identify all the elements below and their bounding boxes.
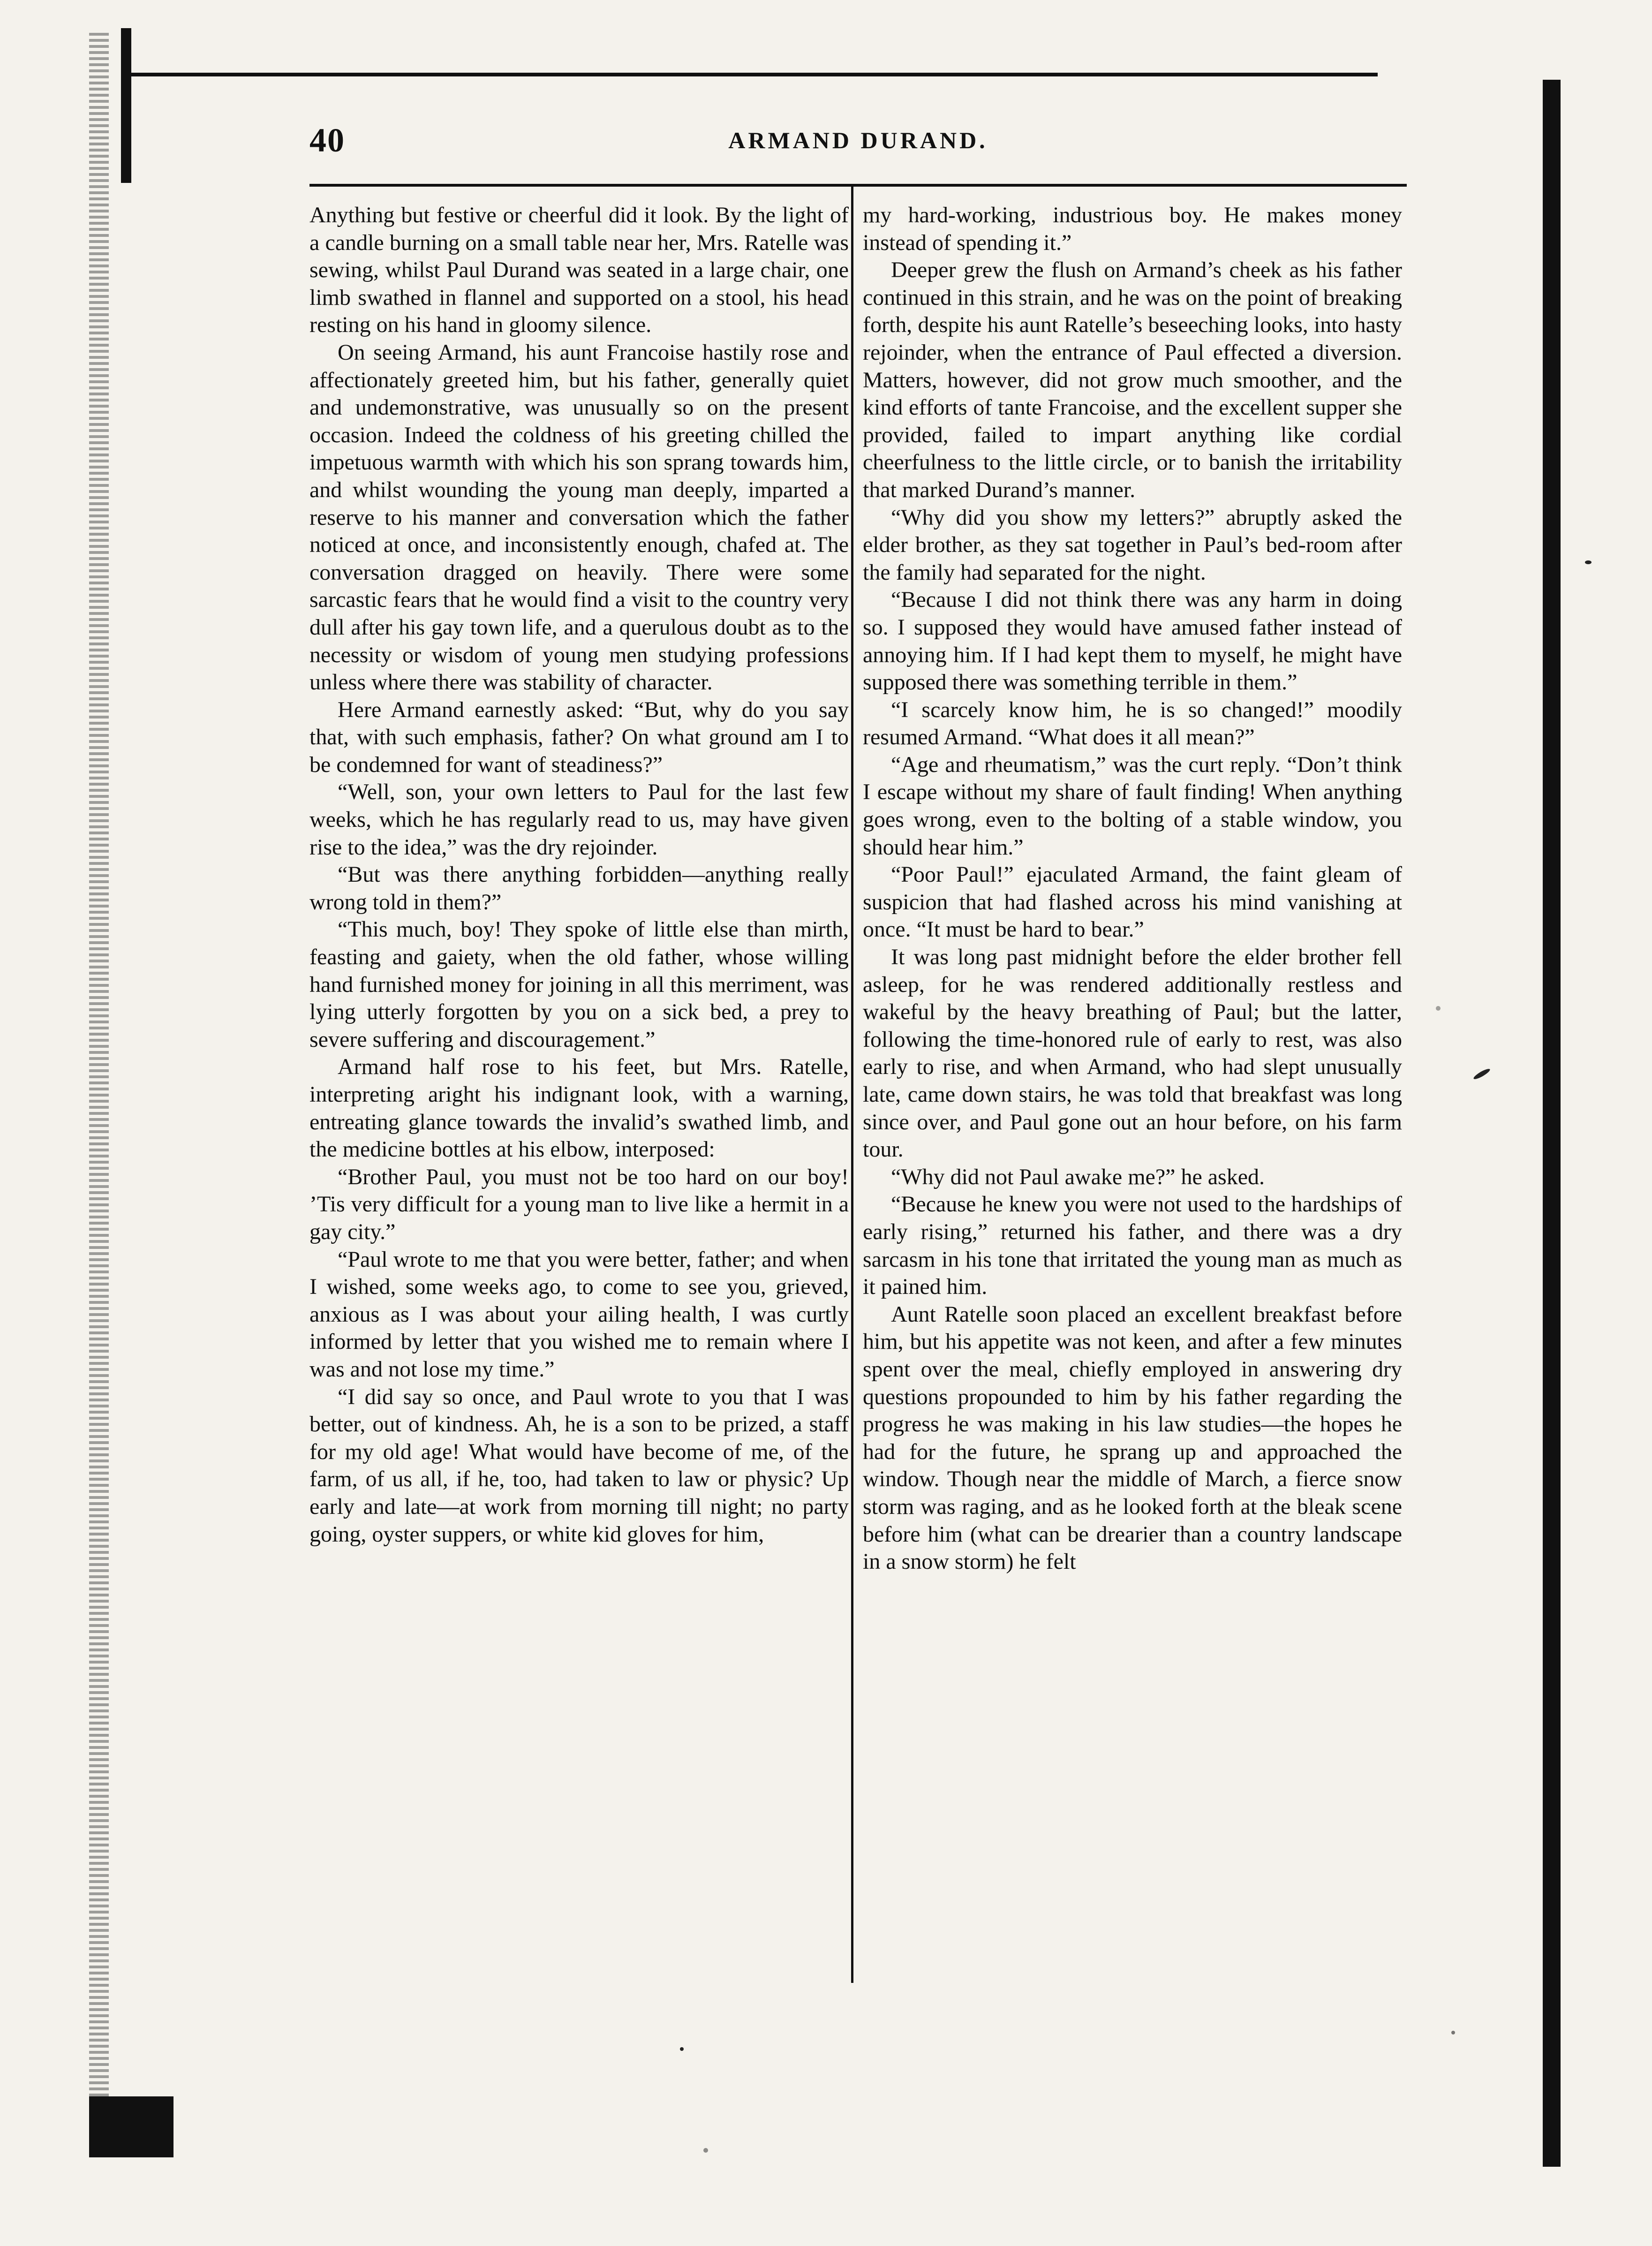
paragraph: Deeper grew the flush on Armand’s cheek as his father continued in this strain, and he was on the point of breaking forth, despite his aunt Ratelle’s beseeching looks, into hasty rejoinder, when the entrance of Paul effected a diversion. Matters, however, did not grow much smoother, and the kind efforts of tante Francoise, and the excellent supper she provided, failed to impart anything like cordial cheerfulness to the little circle, or to banish the irritability that marked Durand’s manner. [863, 257, 1402, 502]
scan-speck [1585, 560, 1592, 564]
paragraph: my hard-working, industrious boy. He makes money instead of spending it.” [863, 203, 1402, 255]
paragraph: On seeing Armand, his aunt Francoise hastily rose and affectionately greeted him, but his father, generally quiet and undemonstrative, was unusually so on the present occasion. Indeed the coldness of his greeting chilled the impetuous warmth with which his son sprang towards him, and whilst wounding the young man deeply, imparted a reserve to his manner and conversation which the father noticed at once, and inconsistently enough, chafed at. The conversation dragged on heavily. There were some sarcastic fears that he would find a visit to the country very dull after his gay town life, and a querulous doubt as to the necessity or wisdom of young men studying professions unless where there was stability of character. [309, 340, 849, 695]
running-head [309, 121, 1407, 163]
paragraph: “Poor Paul!” ejaculated Armand, the faint gleam of suspicion that had flashed across his mind vanishing at once. “It must be hard to bear.” [863, 862, 1402, 942]
paragraph: “This much, boy! They spoke of little else than mirth, feasting and gaiety, when the old father, whose willing hand furnished money for joining in all this merriment, was lying utterly forgotten by you on a sick bed, a prey to severe suffering and discouragement.” [309, 917, 849, 1052]
page-number: 40 [309, 121, 345, 159]
paragraph: Aunt Ratelle soon placed an excellent breakfast before him, but his appetite was not keen, and after a few minutes spent over the meal, chiefly employed in answering dry questions propounded to him by his father regarding the progress he was making in his law studies—the hopes he had for the future, he sprang up and approached the window. Though near the middle of March, a fierce snow storm was raging, and as he looked forth at the bleak scene before him (what can be drearier than a country landscape in a snow storm) he felt [863, 1301, 1402, 1574]
paragraph: “Why did not Paul awake me?” he asked. [891, 1164, 1265, 1189]
paragraph: “I did say so once, and Paul wrote to you that I was better, out of kindness. Ah, he is a son to be prized, a staff for my old age! What would have become of me, of the farm, of us all, if he, too, had taken to law or physic? Up early and late—at work from morning till night; no party going, oyster suppers, or white kid gloves for him, [309, 1384, 849, 1547]
left-column [309, 202, 849, 1548]
paragraph: “Age and rheumatism,” was the curt reply. “Don’t think I escape without my share of fault finding! When anything goes wrong, even to the bolting of a stable window, you should hear him.” [863, 752, 1402, 860]
scan-speck [1472, 1067, 1491, 1081]
right-border-bar [1543, 80, 1561, 2167]
paragraph: Here Armand earnestly asked: “But, why do you say that, with such emphasis, father? On what ground am I to be condemned for want of steadiness?” [309, 697, 849, 777]
paragraph: Armand half rose to his feet, but Mrs. Ratelle, interpreting aright his indignant look, with a warning, entreating glance towards the invalid’s swathed limb, and the medicine bottles at his elbow, interposed: [309, 1054, 849, 1162]
paragraph: “Because I did not think there was any harm in doing so. I supposed they would have amused father instead of annoying him. If I had kept them to myself, he might have supposed there was something terrible in them.” [863, 587, 1402, 695]
running-title: ARMAND DURAND. [728, 127, 988, 153]
scan-speck [703, 2148, 708, 2153]
paragraph: “Why did you show my letters?” abruptly asked the elder brother, as they sat together in Paul’s bed-room after the family had separated for the night. [863, 505, 1402, 585]
header-rule [309, 184, 1407, 187]
paragraph: “I scarcely know him, he is so changed!” moodily resumed Armand. “What does it all mean?” [863, 697, 1402, 750]
paragraph: “Brother Paul, you must not be too hard on our boy! ’Tis very difficult for a young man to live like a hermit in a gay city.” [309, 1164, 849, 1244]
paragraph: “Because he knew you were not used to the hardships of early rising,” returned his father, and there was a dry sarcasm in his tone that irritated the young man as much as it pained him. [863, 1192, 1402, 1300]
paragraph: “Well, son, your own letters to Paul for the last few weeks, which he has regularly read to us, may have given rise to the idea,” was the dry rejoinder. [309, 779, 849, 860]
paragraph: Anything but festive or cheerful did it look. By the light of a candle burning on a small table near her, Mrs. Ratelle was sewing, whilst Paul Durand was seated in a large chair, one limb swathed in flannel and supported on a stool, his head resting on his hand in gloomy silence. [309, 203, 849, 338]
column-divider [851, 187, 853, 1983]
paragraph: “Paul wrote to me that you were better, father; and when I wished, some weeks ago, to come to see you, grieved, anxious as I was about your ailing health, I was curtly informed by letter that you wished me to remain where I was and not lose my time.” [309, 1247, 849, 1382]
scan-binding-edge [89, 33, 109, 2143]
scan-clip-mark [89, 2096, 173, 2157]
right-column [863, 202, 1402, 1576]
top-border-rule [121, 73, 1378, 76]
scan-speck [1436, 1006, 1441, 1011]
scan-speck [680, 2047, 684, 2051]
scan-corner-mark [121, 28, 131, 183]
scan-speck [1451, 2031, 1455, 2034]
paragraph: It was long past midnight before the elder brother fell asleep, for he was rendered additionally restless and wakeful by the heavy breathing of Paul; but the latter, following the time-honored rule of early to rest, was also early to rise, and when Armand, who had slept unusually late, came down stairs, he was told that breakfast was long since over, and Paul gone out an hour before, on his farm tour. [863, 945, 1402, 1162]
paragraph: “But was there anything forbidden—anything really wrong told in them?” [309, 862, 849, 915]
